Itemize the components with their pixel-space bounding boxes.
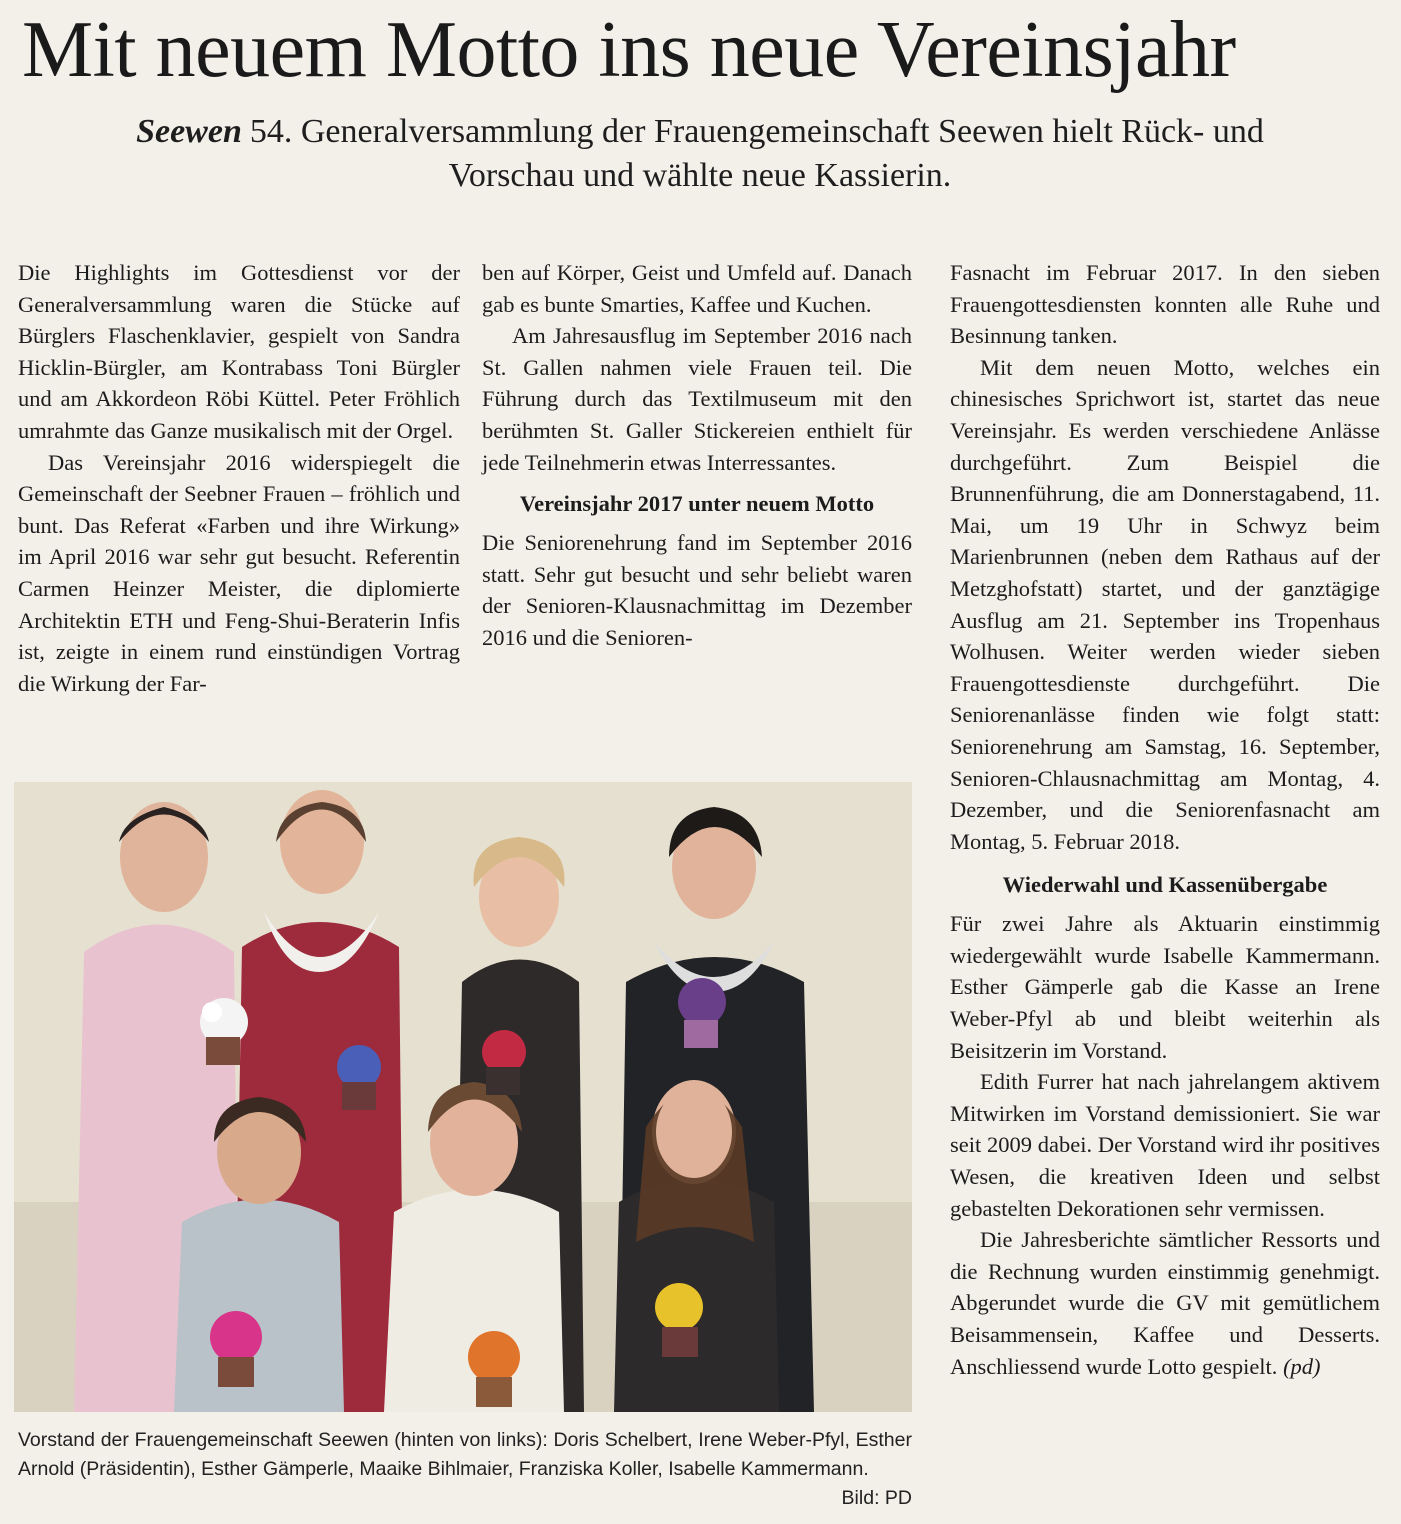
photo-credit: Bild: PD: [841, 1487, 912, 1509]
author-signoff: (pd): [1283, 1353, 1321, 1379]
text-column-2: [482, 257, 912, 654]
paragraph: Am Jahresausflug im September 2016 nach St. Gallen nahmen viele Frauen teil. Die Führung durch das Textilmuseum mit den berühmten St. Galler Stickereien enthielt für jede Teilnehmerin etwas Interressantes.: [482, 323, 912, 475]
text-column-1: [18, 257, 460, 699]
photo-caption: [18, 1426, 912, 1513]
paragraph: Das Vereinsjahr 2016 widerspiegelt die Gemeinschaft der Seebner Frauen – fröhlich und bunt. Das Referat «Farben und ihre Wirkung» im April 2016 war sehr gut besucht. Referentin Carmen Heinzer Meister, die diplomierte Architektin ETH und Feng-Shui-Beraterin Infis ist, zeigte in einem rund einstündigen Vortrag die Wirkung der Far-: [18, 449, 460, 696]
section-subheading: Vereinsjahr 2017 unter neuem Motto: [519, 491, 875, 517]
article-subhead: [110, 110, 1290, 198]
paragraph: Die Highlights im Gottesdienst vor der Generalversammlung waren die Stücke auf Bürglers Flaschenklavier, gespielt von Sandra Hicklin-Bürgler, am Kontrabass Toni Bürgler und am Akkordeon Röbi Küttel. Peter Fröhlich umrahmte das Ganze musikalisch mit der Orgel.: [18, 260, 460, 443]
flower-pot: [655, 1283, 703, 1357]
paragraph: Mit dem neuen Motto, welches ein chinesisches Sprichwort ist, startet das neue Vereinsjahr. Es werden verschiedene Anlässe durchgeführt. Zum Beispiel die Brunnenführung, die am Donnerstagabend, 11. Mai, um 19 Uhr in Schwyz beim Marienbrunnen (neben dem Rathaus auf der Metzghofstatt) startet, und der ganztägige Ausflug am 21. September ins Tropenhaus Wolhusen. Weiter werden wieder sieben Frauengottesdienste durchgeführt. Die Seniorenanlässe finden wie folgt statt: Seniorenehrung am Samstag, 16. September, Senioren-Chlausnachmittag am Montag, 4. Dezember, und die Seniorenfasnacht am Montag, 5. Februar 2018.: [950, 354, 1380, 854]
location-kicker: Seewen: [136, 113, 242, 150]
caption-text: Vorstand der Frauengemeinschaft Seewen (hinten von links): Doris Schelbert, Irene Weber-Pfyl, Esther Arnold (Präsidentin), Esther Gämperle, Maaike Bihlmaier, Franziska Koller, Isabelle Kammermann.: [18, 1429, 912, 1480]
group-photo: [14, 782, 912, 1412]
subhead-text: 54. Generalversammlung der Frauengemeinschaft Seewen hielt Rück- und Vorschau und wählte neue Kassierin.: [249, 113, 1264, 194]
paragraph: Fasnacht im Februar 2017. In den sieben Frauengottesdiensten konnten alle Ruhe und Besinnung tanken.: [950, 260, 1380, 349]
paragraph: Edith Furrer hat nach jahrelangem aktivem Mitwirken im Vorstand demissioniert. Sie war seit 2009 dabei. Der Vorstand wird ihr positives Wesen, die kreativen Ideen und selbst gebastelten Dekorationen sehr vermissen.: [950, 1069, 1380, 1221]
paragraph: ben auf Körper, Geist und Umfeld auf. Danach gab es bunte Smarties, Kaffee und Kuchen.: [482, 260, 912, 317]
section-subheading: Wiederwahl und Kassenübergabe: [1002, 872, 1328, 898]
group-photo-illustration: [14, 782, 912, 1412]
flower-pot: [482, 1030, 526, 1095]
paragraph: [950, 1224, 1380, 1382]
paragraph: Die Seniorenehrung fand im September 2016 statt. Sehr gut besucht und sehr beliebt waren der Senioren-Klausnachmittag im Dezember 2016 und die Senioren-: [482, 530, 912, 650]
text-column-3: [950, 257, 1380, 1382]
paragraph-text: Die Jahresberichte sämtlicher Ressorts und die Rechnung wurden einstimmig genehmigt. Abgerundet wurde die GV mit gemütlichem Beisammensein, Kaffee und Desserts. Anschliessend wurde Lotto gespielt.: [950, 1227, 1380, 1379]
article-headline: Mit neuem Motto ins neue Vereinsjahr: [22, 6, 1236, 94]
flower-pot: [337, 1045, 381, 1110]
paragraph: Für zwei Jahre als Aktuarin einstimmig wiedergewählt wurde Isabelle Kammermann. Esther Gämperle gab die Kasse an Irene Weber-Pfyl ab und bleibt weiterhin als Beisitzerin im Vorstand.: [950, 911, 1380, 1063]
